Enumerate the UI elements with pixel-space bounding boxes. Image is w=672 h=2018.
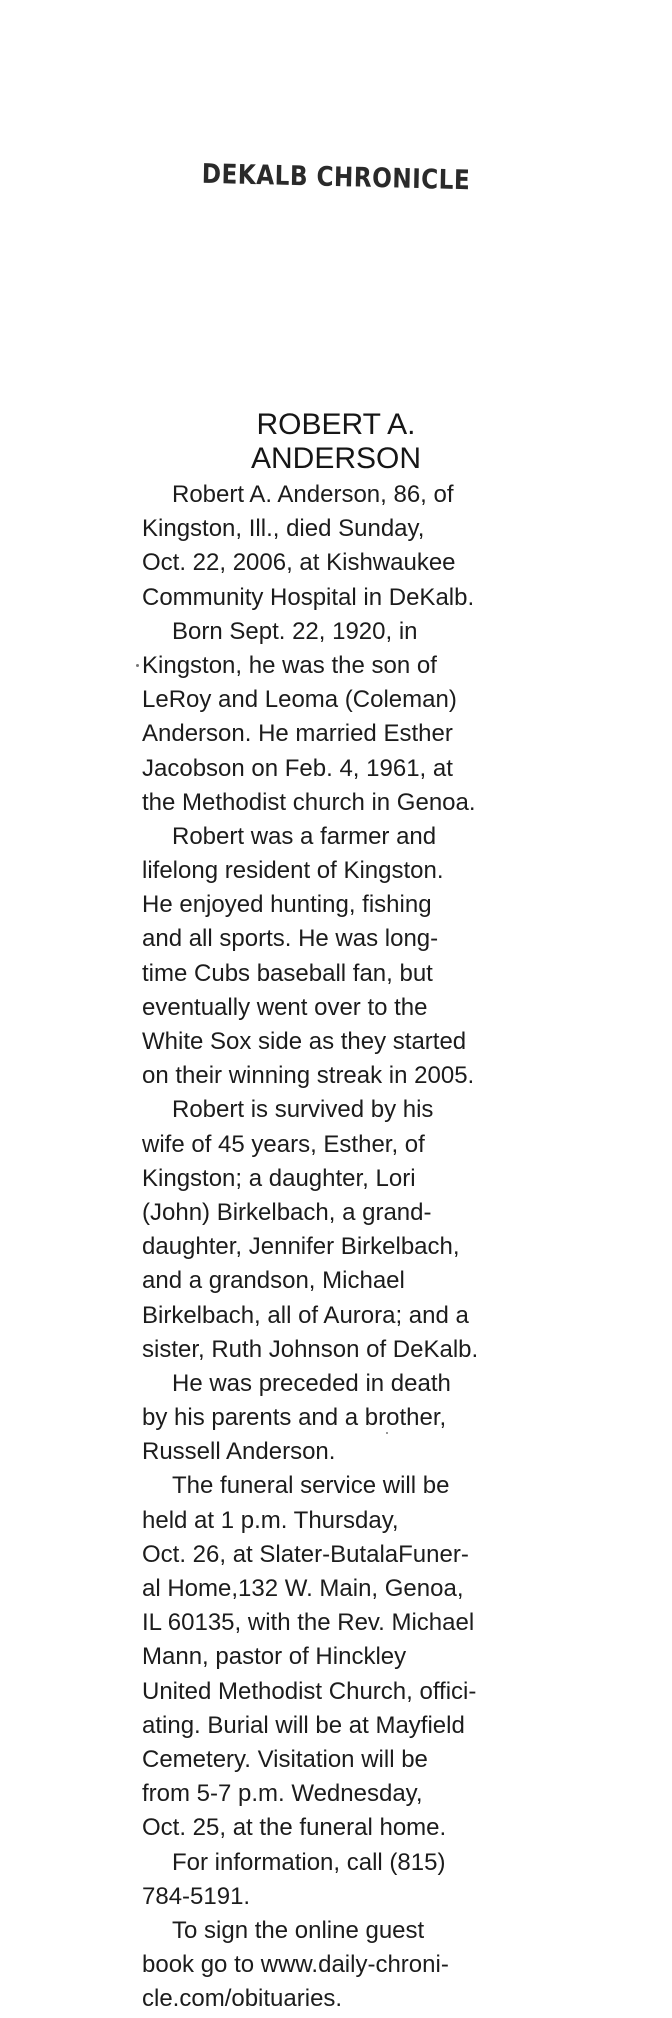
body-line: wife of 45 years, Esther, of [142, 1130, 425, 1158]
body-line: Community Hospital in DeKalb. [142, 583, 475, 611]
body-line: For information, call (815) [172, 1848, 446, 1876]
print-speck [136, 664, 139, 667]
body-line: cle.com/obituaries. [142, 1985, 343, 2013]
body-line: LeRoy and Leoma (Coleman) [142, 686, 457, 714]
print-speck [386, 1432, 388, 1434]
body-line: by his parents and a brother, [142, 1404, 447, 1432]
body-line: Kingston; a daughter, Lori [142, 1164, 416, 1192]
body-line: The funeral service will be [172, 1472, 450, 1500]
obituary-body [142, 478, 524, 2016]
body-line: Oct. 26, at Slater-ButalaFuner- [142, 1540, 469, 1568]
body-line: the Methodist church in Genoa. [142, 788, 476, 816]
obituary-headline [200, 408, 472, 476]
body-line: Anderson. He married Esther [142, 720, 453, 748]
body-line: held at 1 p.m. Thursday, [142, 1506, 399, 1534]
body-line: He enjoyed hunting, fishing [142, 891, 432, 919]
body-line: Russell Anderson. [142, 1438, 336, 1466]
body-line: sister, Ruth Johnson of DeKalb. [142, 1335, 479, 1363]
body-line: book go to www.daily-chroni- [142, 1951, 449, 1979]
body-line: time Cubs baseball fan, but [142, 959, 433, 987]
body-line: Oct. 22, 2006, at Kishwaukee [142, 549, 456, 577]
body-line: on their winning streak in 2005. [142, 1062, 475, 1090]
body-line: White Sox side as they started [142, 1028, 467, 1055]
body-line: Robert was a farmer and [172, 822, 437, 850]
body-line: He was preceded in death [172, 1369, 451, 1397]
body-line: Oct. 25, at the funeral home. [142, 1814, 447, 1842]
headline-line-1: ROBERT A. [256, 408, 416, 441]
body-line: from 5-7 p.m. Wednesday, [142, 1780, 423, 1808]
body-line: Mann, pastor of Hinckley [142, 1643, 407, 1671]
body-line: Jacobson on Feb. 4, 1961, at [142, 754, 453, 782]
body-line: Birkelbach, all of Aurora; and a [142, 1301, 469, 1329]
body-line: and a grandson, Michael [142, 1267, 405, 1295]
body-line: ating. Burial will be at Mayfield [142, 1711, 465, 1739]
headline-line-2: ANDERSON [250, 442, 422, 475]
body-line: Robert A. Anderson, 86, of [172, 481, 454, 508]
body-line: (John) Birkelbach, a grand- [142, 1198, 432, 1226]
body-line: United Methodist Church, offici- [142, 1677, 477, 1705]
body-line: al Home,132 W. Main, Genoa, [142, 1575, 464, 1602]
body-line: 784-5191. [142, 1882, 251, 1910]
body-line: IL 60135, with the Rev. Michael [142, 1609, 475, 1637]
masthead: DEKALB CHRONICLE [201, 158, 471, 197]
body-line: To sign the online guest [172, 1916, 425, 1944]
body-line: daughter, Jennifer Birkelbach, [142, 1233, 460, 1261]
body-line: and all sports. He was long- [142, 925, 439, 953]
body-line: Cemetery. Visitation will be [142, 1745, 428, 1773]
body-line: Robert is survived by his [172, 1096, 434, 1124]
body-line: eventually went over to the [142, 993, 428, 1021]
body-line: Born Sept. 22, 1920, in [172, 617, 418, 645]
body-line: Kingston, he was the son of [142, 651, 437, 679]
body-line: lifelong resident of Kingston. [142, 857, 444, 885]
body-line: Kingston, Ill., died Sunday, [142, 515, 425, 543]
